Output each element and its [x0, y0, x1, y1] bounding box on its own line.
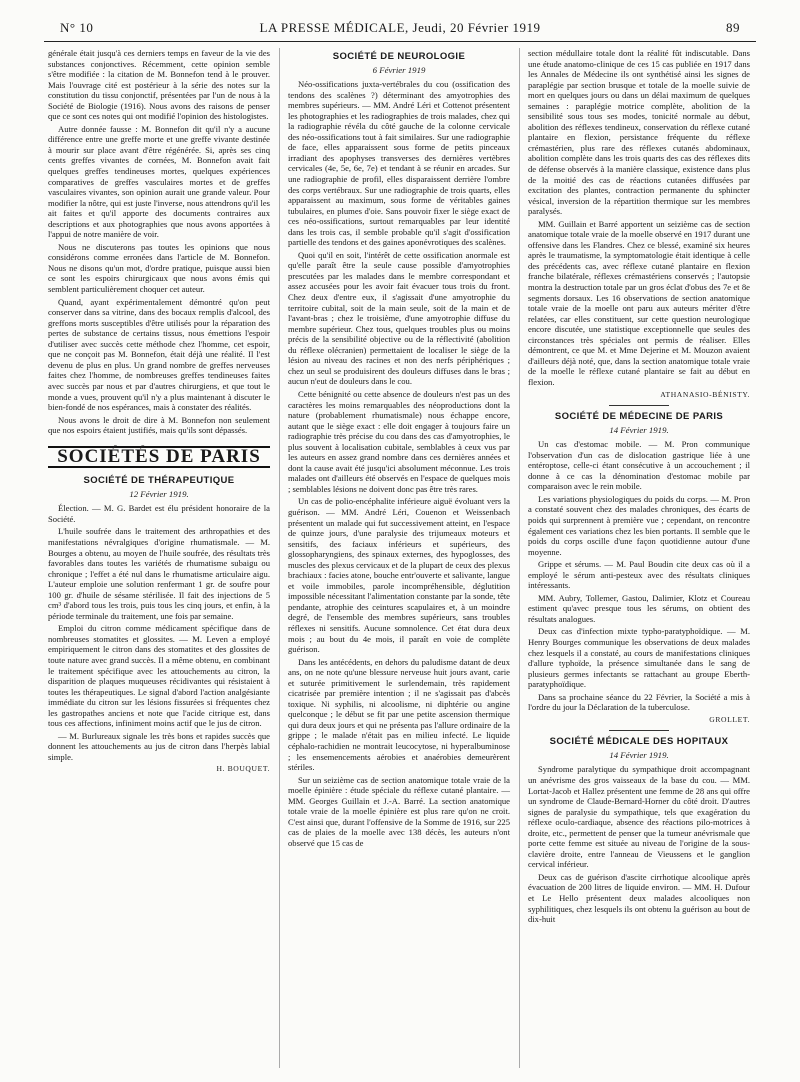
session-date: 6 Février 1919 — [372, 64, 426, 75]
paragraph: MM. Guillain et Barré apportent un seizième cas de section anatomique totale vraie de la moelle observé en 1917 durant une offensive dans les Flandres. Chez ce blessé, examiné six heures après le traumatisme, la symptomatologie était identique à celle des précédents cas, avec réflexe cutané plantaire en flexion franche bilatérale, réflexes crémastériens conservés ; l'autopsie montra la destruction totale par un gros éclat d'obus des 7e et 8e segments dorsaux. Les 16 observations de section anatomique totale vraie de la moelle ont paru aux auteurs mériter d'être relatées, car elles constituent, sur cette question neurologique encore discutée, une statistique exceptionnelle que seules des circonstances très spéciales ont permis de réaliser. Elles démontrent, ce que M. et Mme Dejerine et M. Mouzon avaient d'ailleurs déjà noté, que, dans la section anatomique totale vraie de la moelle le réflexe cutané plantaire se fait au début en flexion. — [528, 218, 750, 387]
paragraph: Nous ne discuterons pas toutes les opinions que nous considérons comme erronées dans l'article de M. Bonnefon. Nous ne disons qu'un mot, d'ordre pratique, puisque aussi bien ce sont les espoirs chirurgicaux que nous avons émis qui semblent particulièrement choquer cet auteur. — [48, 241, 270, 295]
paragraph: MM. Aubry, Tollemer, Gastou, Dalimier, Klotz et Coureau estiment qu'avec presque tous les sérums, on obtient des résultats analogues. — [528, 592, 750, 624]
paragraph: — M. Burlureaux signale les très bons et rapides succès que donnent les attouchements au jus de citron dans l'herpès labial simple. — [48, 730, 270, 762]
divider — [609, 405, 669, 406]
session-date: 14 Février 1919. — [609, 424, 669, 435]
column-3 — [528, 48, 750, 927]
paragraph: Deux cas de guérison d'ascite cirrhotique alcoolique après évacuation de 200 litres de liquide environ. — MM. H. Dufour et Le Hello présentent deux malades alcooliques non syphilitiques, chez lesquels ils ont obtenu la guérison au bout de dix-huit — [528, 871, 750, 925]
paragraph: Un cas d'estomac mobile. — M. Pron communique l'observation d'un cas de dislocation gastrique liée à une entéroptose, celle-ci étant consécutive à un accouchement ; il donne à ce cas la dénomination d'estomac mobile par comparaison avec le rein mobile. — [528, 439, 750, 492]
paragraph: Syndrome paralytique du sympathique droit accompagnant un anévrisme des gros vaisseaux de la base du cou. — MM. Lortat-Jacob et Hallez présentent une femme de 28 ans qui offre un syndrome de Claude-Bernard-Horner du côté droit. D'autres signes de paralysie du sympathique, tels que exagération du réflexe oculo-cardiaque, absence des réactions pilo-motrices à droite, etc., permettent de penser que la tumeur anévrismale que porte cette femme est située au niveau de l'origine de la sous-clavière droite, entre l'anneau de Vieussens et le ganglion cervical inférieur. — [528, 764, 750, 870]
header-rule — [44, 41, 756, 42]
page-header — [60, 20, 740, 40]
paragraph: Nous avons le droit de dire à M. Bonnefon non seulement que nos espoirs étaient justifiés, mais qu'ils sont dépassés. — [48, 414, 270, 436]
paragraph: section médullaire totale dont la réalité fût indiscutable. Dans une étude anatomo-clinique de ces 15 cas publiée en 1917 dans les Annales de Médecine ils ont synthétisé ainsi les signes de paraplégie par section brusque et totale de la moelle suivie de mort en quelques jours ou dans un délai maximum de quelques semaines : paraplégie motrice complète, abolition de la sensibilité sous tous ses modes, tonicité normale au début, abolition des réflexes tendineux, conservation du réflexe cutané plantaire en flexion, persistance fréquente du réflexe crémastérien, plus rare des réflexes cutanés abdominaux, abolition complète dans les trois quarts des cas des réflexes dits de défense observés à la manière classique, existence dans plus de la moitié des cas de réactions cutanées diffusées par excitation des plantes, contraction permanente du sphincter vésical, inversion de la répartition thermique sur les membres paralysés. — [528, 48, 750, 217]
paragraph: Deux cas d'infection mixte typho-paratyphoïdique. — M. Henry Bourges communique les observations de deux malades chez lesquels il a constaté, au cours de manifestations cliniques d'allure typhoïde, la présence simultanée dans le sang de plusieurs germes infectants se rattachant au groupe Eberth-paratyphoïdique. — [528, 626, 750, 690]
paragraph: générale était jusqu'à ces derniers temps en faveur de la vie des substances conjonctives. Récemment, cette opinion semble s'être modifiée : la citation de M. Bonnefon tend à le prouver. Mais l'ouvrage cité est postérieur à la série des notes sur la constitution du tissu conjonctif, présentées par l'un de nous à la Société de Biologie (1916). Nous avons des raisons de penser que ce sont ces notes qui ont modifié l'opinion des histologistes. — [48, 48, 270, 122]
session-date: 12 Février 1919. — [129, 488, 189, 499]
section-heading: SOCIÉTÉ DE MÉDECINE DE PARIS — [554, 411, 724, 423]
paragraph: Néo-ossifications juxta-vertébrales du cou (ossification des tendons des scalènes ?) déterminant des amyotrophies des membres supérieurs. — MM. André Léri et Cottenot présentent les photographies et les radiographies de trois malades, chez qui la radiographie révéla du côté gauche de la colonne cervicale des néo-ossifications tout à fait similaires. Sur une radiographie de face, elles apparaissent sous forme de petits pinceaux irradiant des apophyses transverses des dernières vertèbres cervicales (4e, 5e, 6e, 7e) et tendant à se réunir en arcades. Sur une radiographie de profil, elles disparaissent derrière l'ombre des corps vertébraux. Sur une radiographie de trois quarts, elles apparaissent au maximum, sous forme de véritables gaines tubulaires, en plumes d'oie. Sans pouvoir fixer le siège exact de ces néo-ossifications, surtout remarquables par leur identité dans les trois cas, il semble probable qu'il s'agit d'ossification partielle des tendons et des gaines aponévrotiques des scalènes. — [288, 79, 510, 248]
author-signature: GROLLET. — [709, 714, 750, 724]
paragraph: Un cas de polio-encéphalite inférieure aiguë évoluant vers la guérison. — MM. André Léri, Couenon et Weissenbach présentent un malade qui fut successivement atteint, en l'espace de quinze jours, d'une paralysie des trijumeaux moteurs et sensitifs, des faciaux inférieurs et supérieurs, des glossopharyngiens, des spinaux externes, des hypoglosses, des muscles des plexus cervicaux et de la plupart de ceux des plexus brachiaux : facies atone, bouche entr'ouverte et salivante, langue et voile immobiles, parole incompréhensible, déglutition impossible nécessitant l'alimentation constante par la sonde, tête pendante, atrophie des ceintures scapulaires et, à un moindre degré, de l'ensemble des membres supérieurs, sans troubles réflexes ni sensitifs. Aucune somnolence. Cet état dura deux mois ; au bout du 4e mois, il paraît en voie de complète guérison. — [288, 496, 510, 655]
divider — [609, 730, 669, 731]
column-divider — [519, 48, 520, 1068]
paragraph: Élection. — M. G. Bardet est élu président honoraire de la Société. — [48, 503, 270, 524]
paragraph: Cette bénignité ou cette absence de douleurs n'est pas un des caractères les moins remarquables des néoproductions dont la nature (probablement rhumatismale) nous échappe encore, autant que le siège exact : elle doit engager à toujours faire un radiographie très précise du cou dans des cas d'amyotrophies, le plus souvent à localisation cubitale, semblables à ceux vus par les auteurs en assez grand nombre dans ces dernières années et dont la cause avait été jusqu'ici absolument méconnue. Les trois malades ont d'ailleurs été observés en l'espace de quelques mois ; semblables lésions ne doivent donc pas être très rares. — [288, 388, 510, 494]
paragraph: Quand, ayant expérimentalement démontré qu'on peut conserver dans sa vitrine, dans des bocaux remplis d'alcool, des greffons morts susceptibles d'être utilisés pour la réparation des pertes de substance de certains tissus, nous émettions l'espoir d'utiliser avec succès cette méthode chez l'homme, cet espoir, que ne conçoit pas M. Bonnefon, était déjà une réalité. Il l'est devenu de plus en plus. Un grand nombre de greffes nerveuses faites chez l'homme, de nombreuses greffes tendineuses faites avec succès par nous et par d'autres chirurgiens, et que tout le monde a vues, prouvent qu'il n'y a plus maintenant à discuter le bien-fondé de nos espérances, mais à constater des réalités. — [48, 296, 270, 413]
column-2 — [288, 48, 510, 850]
paragraph: Autre donnée fausse : M. Bonnefon dit qu'il n'y a aucune différence entre une greffe morte et une greffe vivante destinée à mourir sur place avant d'être régénérée. Si, après ses cinq cents greffes vivantes de cornées, M. Bonnefon avait fait quelques greffes tendineuses mortes, quelques expériences comparatives de greffes vasculaires mortes et de greffes vasculaires vivantes, son opinion aurait une grande valeur. Pour modifier la nôtre, qui est juste l'inverse, nous attendrons qu'il les ait faites et qu'il apporte des documents contraires aux descriptions et aux photographies que nous avons apportées à l'appui de notre manière de voir. — [48, 123, 270, 240]
section-heading: SOCIÉTÉ DE THÉRAPEUTIQUE — [83, 475, 235, 487]
column-divider — [279, 48, 280, 1068]
section-heading: SOCIÉTÉ MÉDICALE DES HOPITAUX — [549, 736, 729, 748]
session-date: 14 Février 1919. — [609, 749, 669, 760]
paragraph: Dans sa prochaine séance du 22 Février, la Société a mis à l'ordre du jour la Déclaration de la tuberculose. — [528, 691, 750, 713]
author-signature: H. BOUQUET. — [216, 764, 270, 774]
column-1 — [48, 48, 270, 775]
page-number: 89 — [726, 20, 740, 35]
issue-number: N° 10 — [60, 20, 94, 35]
paragraph: Sur un seizième cas de section anatomique totale vraie de la moelle épinière : étude spéciale du réflexe cutané plantaire. — MM. Georges Guillain et J.-A. Barré. La section anatomique totale vraie de la moelle épinière est plus rare qu'on ne croit. C'est ainsi que, durant l'offensive de la Somme de 1916, sur 225 cas de plaies de la moelle avec 138 décès, les auteurs n'ont observé que 15 cas de — [288, 774, 510, 848]
paragraph: L'huile soufrée dans le traitement des arthropathies et des manifestations névralgiques d'origine rhumatismale. — M. Bourges a obtenu, au moyen de l'huile soufrée, des résultats très favorables dans toutes les variétés de rhumatisme subaigu ou chronique ; l'effet a été nul dans le rhumatisme articulaire aigu. L'auteur emploie une solution renfermant 1 gr. de soufre pour 100 gr. d'huile de sésame stérilisée. Il fait des injections de 5 cm³ d'abord tous les trois, puis tous les cinq jours, et enfin, à la période terminale du traitement, une fois par semaine. — [48, 526, 270, 621]
author-signature: ATHANASIO-BÉNISTY. — [660, 389, 750, 399]
section-banner: SOCIÉTÉS DE PARIS — [48, 446, 270, 469]
paragraph: Quoi qu'il en soit, l'intérêt de cette ossification anormale est qu'elle paraît être la seule cause possible d'amyotrophies prescutées par les malades dans le membre correspondant et assez accusées pour les avoir fait évacuer tous trois du front. Chez deux d'entre eux, il s'agissait d'une amyotrophie du territoire cubital, soit de la main seule, soit de la main et de l'avant-bras ; chez le troisième, d'une amyotrophie diffuse du membre supérieur. Chez tous, quelques troubles plus ou moins précis de la sensibilité objective ou de la réflectivité (abolition du réflexe olécranien) permettaient de localiser le siège de la lésion au niveau des racines et non des nerfs périphériques ; chez un seul se produisirent des douleurs diffuses dans le bras ; aucun n'eut de douleurs dans le cou. — [288, 249, 510, 387]
paragraph: Emploi du citron comme médicament spécifique dans de nombreuses stomatites et glossites. — M. Leven a employé empiriquement le citron dans des stomatites et des glossites de toute nature avec grand succès. Il a même obtenu, en combinant le traitement spécifique avec les attouchements au citron, la disparition de plaques muqueuses récidivantes qui résistaient à toutes les thérapeutiques. Le signal d'abord l'action analgésiante immédiate du citron sur les lésions fissurées si fréquentes chez les gastropathes anciens et note que l'acide citrique est, dans tous ces affections, infiniment moins actif que le jus de citron. — [48, 623, 270, 729]
paragraph: Dans les antécédents, en dehors du paludisme datant de deux ans, on ne note qu'une blessure nerveuse huit jours avant, carie et suturée primitivement le surlendemain, très rapidement cicatrisée par première intention ; il ne s'agissait pas d'abcès toxique. Ni syphilis, ni alcoolisme, ni diphtérie ou angine quelconque ; le début se fit par une petite ascension thermique qui dura deux jours et qui ne présenta pas l'allure ordinaire de la grippe ; le malade n'était pas en milieu infecté. Le liquide céphalo-rachidien ne montrait leucocytose, ni hyperalbuminose ; les ensemencements aérobies et anaérobies demeurèrent stériles. — [288, 656, 510, 773]
section-heading: SOCIÉTÉ DE NEUROLOGIE — [332, 51, 466, 62]
paragraph: Grippe et sérums. — M. Paul Boudin cite deux cas où il a employé le sérum anti-pesteux avec des résultats cliniques intéressants. — [528, 559, 750, 591]
paragraph: Les variations physiologiques du poids du corps. — M. Pron a constaté souvent chez des malades chroniques, des écarts de poids qui surprennent à première vue ; cependant, on rencontre également ces variations chez les bien portants. Il semble que le poids du corps oscille d'une façon quotidienne autour d'une moyenne. — [528, 493, 750, 557]
newspaper-title: LA PRESSE MÉDICALE, Jeudi, 20 Février 1919 — [259, 20, 541, 35]
